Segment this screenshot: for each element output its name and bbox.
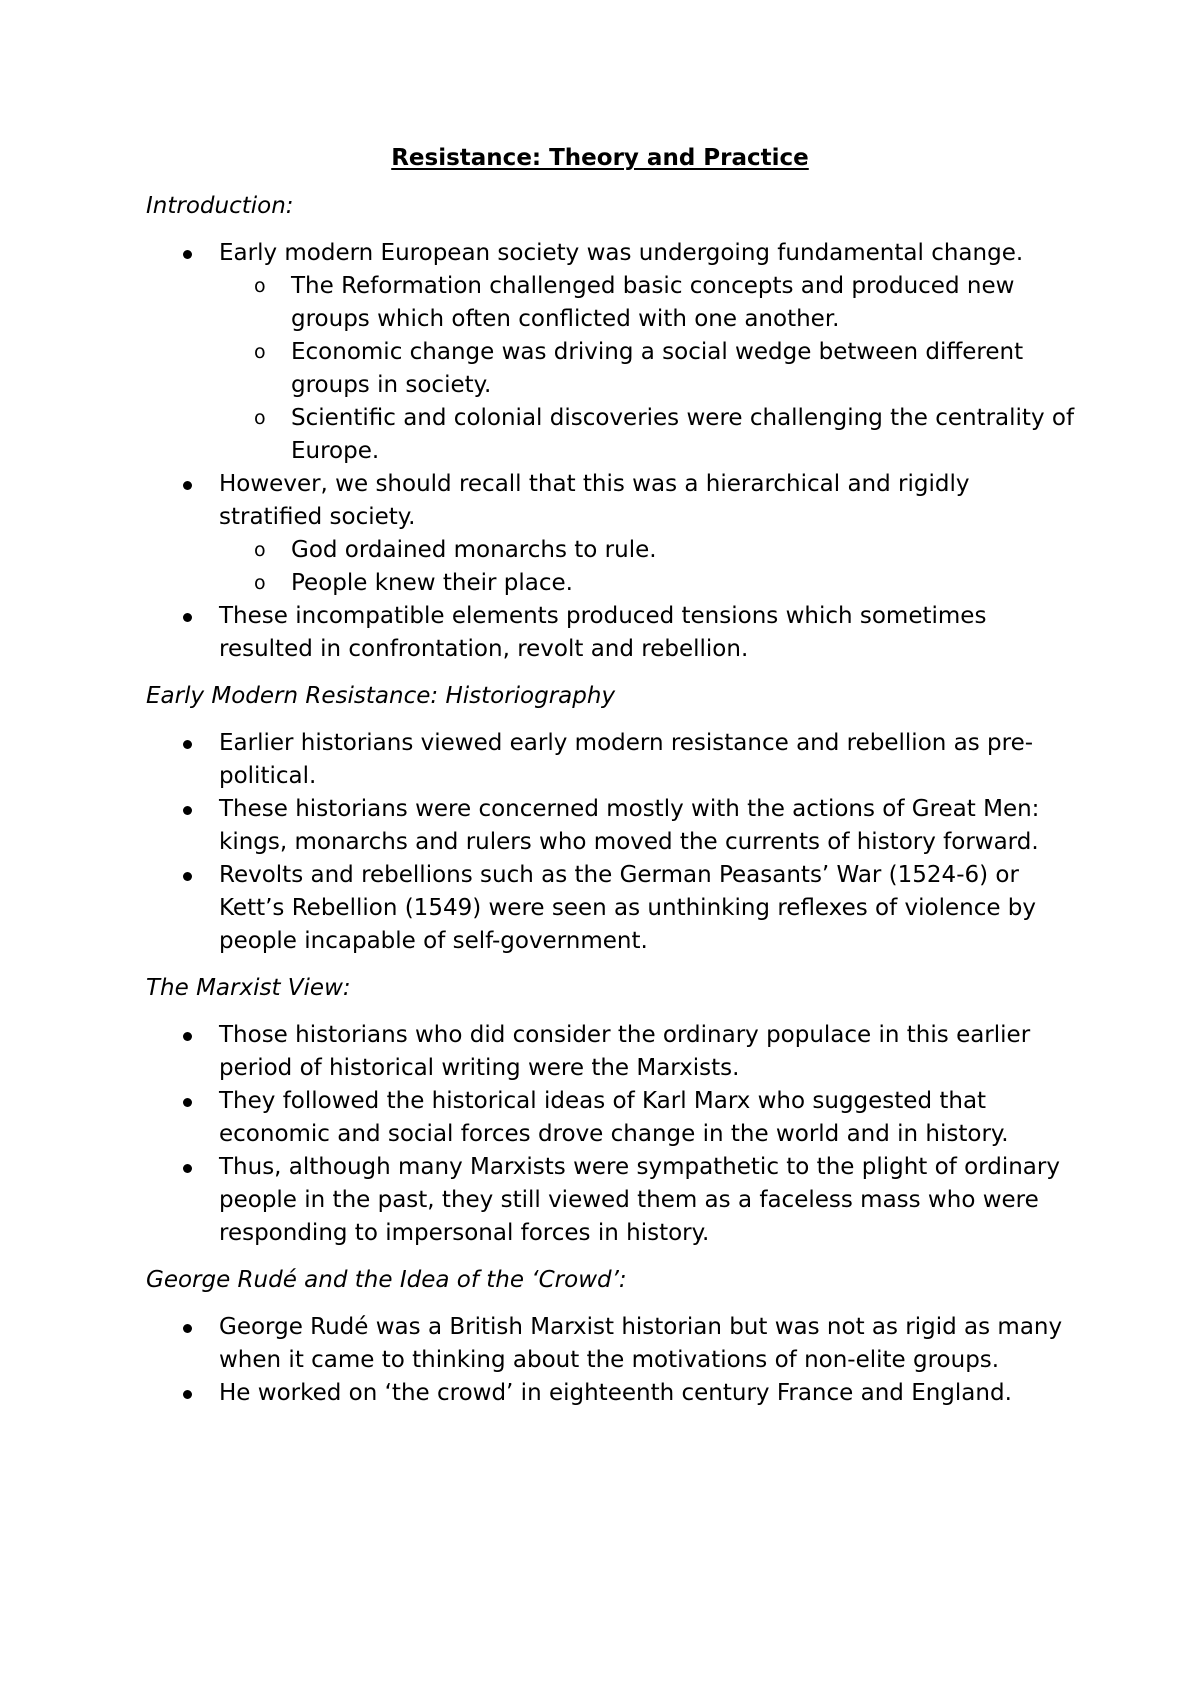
bullet-item	[146, 727, 1076, 793]
bullet-list	[146, 1311, 1076, 1410]
bullet-icon	[183, 806, 192, 815]
bullet-icon	[183, 1324, 192, 1333]
bullet-icon	[183, 250, 192, 259]
bullet-text: However, we should recall that this was a hierarchical and rigidly stratified society.	[219, 471, 970, 530]
bullet-icon	[183, 1390, 192, 1399]
bullet-text: George Rudé was a British Marxist historian but was not as rigid as many when it came to thinking about the motivations of non-elite groups.	[219, 1314, 1063, 1373]
sub-bullet-text: God ordained monarchs to rule.	[291, 537, 657, 563]
bullet-item	[146, 1019, 1076, 1085]
bullet-icon	[183, 872, 192, 881]
sub-bullet-item	[146, 534, 1076, 567]
bullet-text: Those historians who did consider the ordinary populace in this earlier period of historical writing were the Marxists.	[219, 1022, 1031, 1081]
bullet-text: He worked on ‘the crowd’ in eighteenth century France and England.	[219, 1380, 1012, 1406]
section	[146, 190, 1076, 666]
bullet-text: Revolts and rebellions such as the German Peasants’ War (1524-6) or Kett’s Rebellion (1549) were seen as unthinking reflexes of violence by people incapable of self-government.	[219, 862, 1037, 954]
bullet-icon	[183, 481, 192, 490]
sub-bullet-item	[146, 402, 1076, 468]
sub-bullet-item	[146, 270, 1076, 336]
sub-bullet-text: Economic change was driving a social wedge between different groups in society.	[291, 339, 1024, 398]
bullet-item	[146, 600, 1076, 666]
bullet-text: These historians were concerned mostly with the actions of Great Men: kings, monarchs and rulers who moved the currents of history forward.	[219, 796, 1040, 855]
sub-bullet-item	[146, 336, 1076, 402]
bullet-item	[146, 1377, 1076, 1410]
bullet-text: Early modern European society was undergoing fundamental change.	[219, 240, 1024, 266]
circle-bullet-icon: o	[254, 572, 266, 594]
sub-bullet-text: The Reformation challenged basic concepts and produced new groups which often conflicted with one another.	[291, 273, 1015, 332]
section-heading: The Marxist View:	[146, 975, 351, 1001]
sub-bullet-text: Scientific and colonial discoveries were challenging the centrality of Europe.	[291, 405, 1075, 464]
bullet-item	[146, 793, 1076, 859]
sub-bullet-list	[219, 534, 1076, 600]
section	[146, 680, 1076, 958]
section-heading: Introduction:	[146, 193, 294, 219]
bullet-item	[146, 859, 1076, 958]
bullet-list	[146, 727, 1076, 958]
bullet-icon	[183, 1164, 192, 1173]
bullet-icon	[183, 613, 192, 622]
sub-bullet-item	[146, 567, 1076, 600]
bullet-text: Thus, although many Marxists were sympathetic to the plight of ordinary people in the past, they still viewed them as a faceless mass who were responding to impersonal forces in history.	[219, 1154, 1060, 1246]
bullet-item	[146, 1085, 1076, 1151]
document-title: Resistance: Theory and Practice	[391, 145, 809, 171]
section	[146, 1264, 1076, 1410]
circle-bullet-icon: o	[254, 341, 266, 363]
bullet-item	[146, 237, 1076, 468]
section	[146, 972, 1076, 1250]
section-heading: George Rudé and the Idea of the ‘Crowd’:	[146, 1267, 627, 1293]
bullet-icon	[183, 740, 192, 749]
bullet-icon	[183, 1098, 192, 1107]
document-body	[146, 190, 1076, 1424]
bullet-text: They followed the historical ideas of Karl Marx who suggested that economic and social forces drove change in the world and in history.	[219, 1088, 1009, 1147]
bullet-list	[146, 1019, 1076, 1250]
section-heading: Early Modern Resistance: Historiography	[146, 683, 616, 709]
bullet-item	[146, 1151, 1076, 1250]
circle-bullet-icon: o	[254, 539, 266, 561]
bullet-item	[146, 468, 1076, 600]
bullet-text: Earlier historians viewed early modern resistance and rebellion as pre-political.	[219, 730, 1034, 789]
circle-bullet-icon: o	[254, 407, 266, 429]
bullet-list	[146, 237, 1076, 666]
circle-bullet-icon: o	[254, 275, 266, 297]
bullet-item	[146, 1311, 1076, 1377]
sub-bullet-text: People knew their place.	[291, 570, 573, 596]
bullet-icon	[183, 1032, 192, 1041]
sub-bullet-list	[219, 270, 1076, 468]
bullet-text: These incompatible elements produced tensions which sometimes resulted in confrontation, revolt and rebellion.	[219, 603, 987, 662]
